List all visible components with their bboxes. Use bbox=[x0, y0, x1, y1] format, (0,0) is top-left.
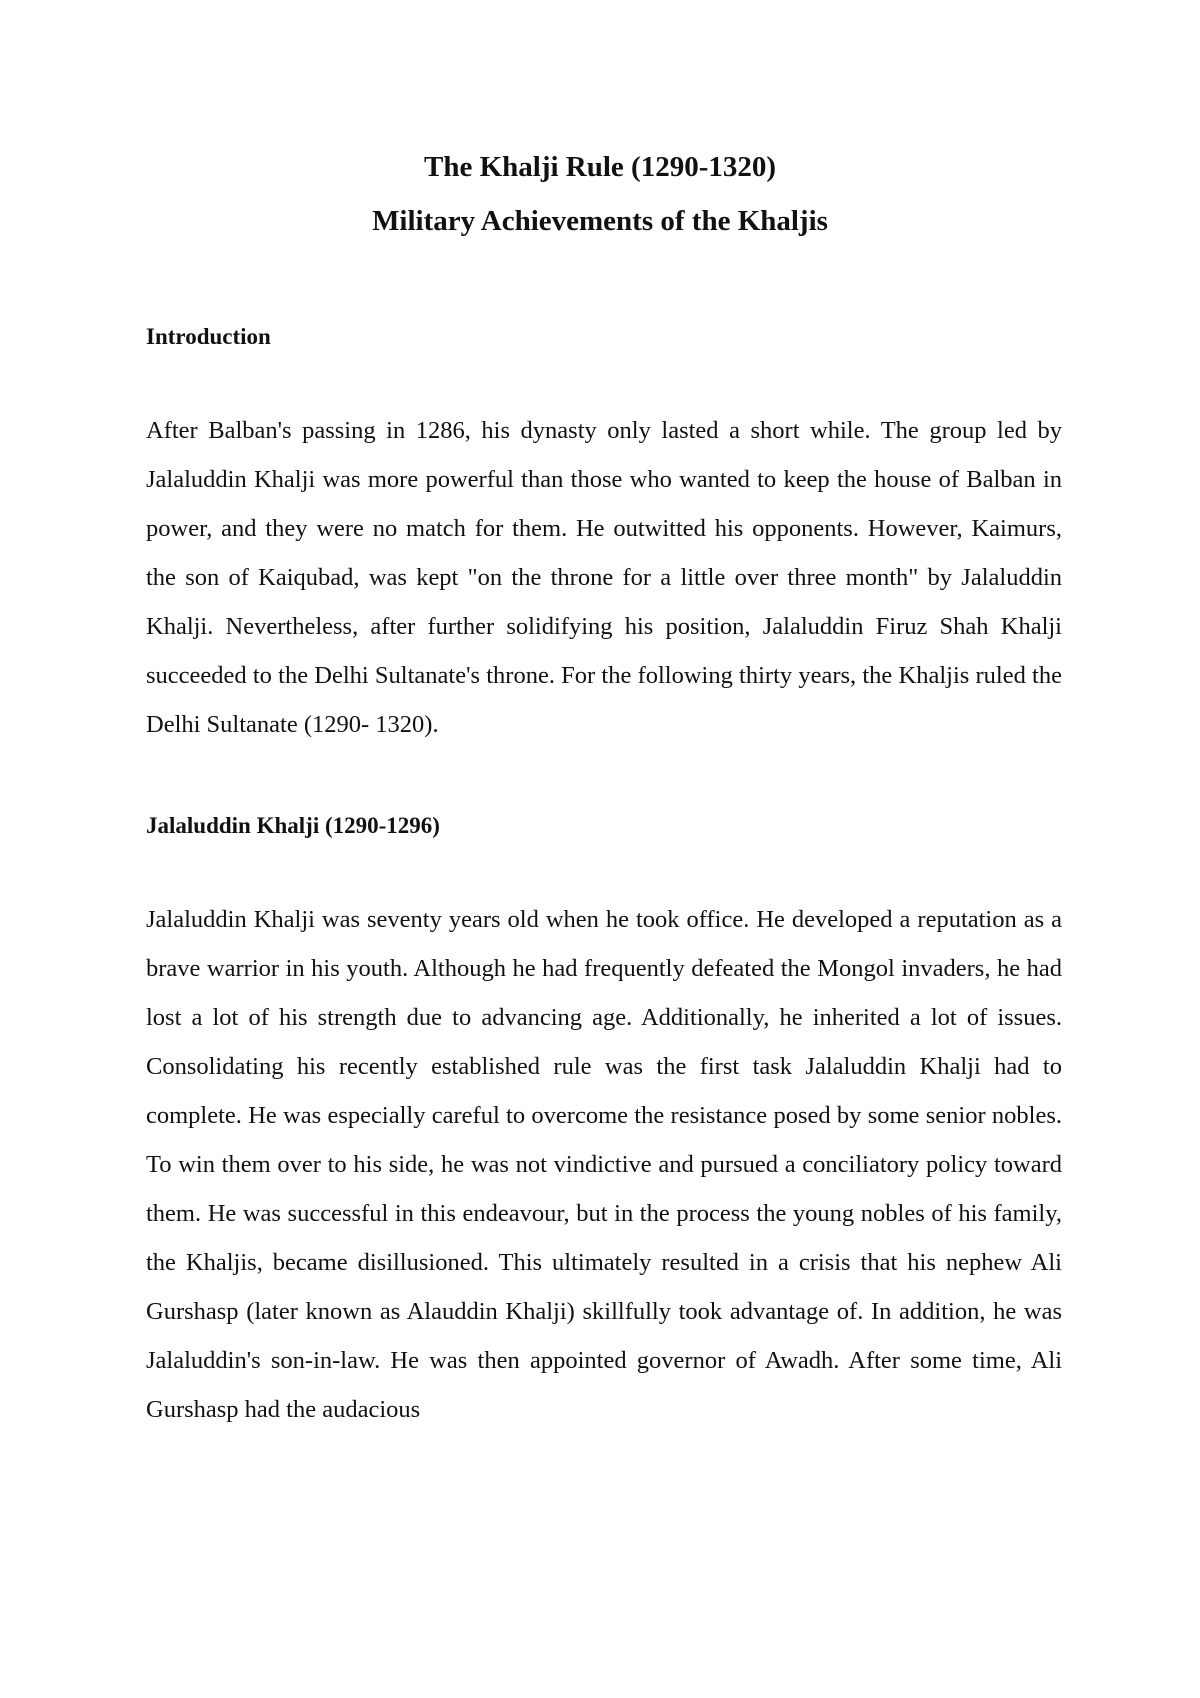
title-block bbox=[0, 140, 1200, 248]
section-paragraph-introduction: After Balban's passing in 1286, his dynasty only lasted a short while. The group led by Jalaluddin Khalji was more powerful than those who wanted to keep the house of Balban in power, and they were no match for them. He outwitted his opponents. However, Kaimurs, the son of Kaiqubad, was kept "on the throne for a little over three month" by Jalaluddin Khalji. Nevertheless, after further solidifying his position, Jalaluddin Firuz Shah Khalji succeeded to the Delhi Sultanate's throne. For the following thirty years, the Khaljis ruled the Delhi Sultanate (1290- 1320). bbox=[146, 417, 1062, 738]
section-paragraph-jalaluddin: Jalaluddin Khalji was seventy years old when he took office. He developed a reputation as a brave warrior in his youth. Although he had frequently defeated the Mongol invaders, he had lost a lot of his strength due to advancing age. Additionally, he inherited a lot of issues. Consolidating his recently established rule was the first task Jalaluddin Khalji had to complete. He was especially careful to overcome the resistance posed by some senior nobles. To win them over to his side, he was not vindictive and pursued a conciliatory policy toward them. He was successful in this endeavour, but in the process the young nobles of his family, the Khaljis, became disillusioned. This ultimately resulted in a crisis that his nephew Ali Gurshasp (later known as Alauddin Khalji) skillfully took advantage of. In addition, he was Jalaluddin's son-in-law. He was then appointed governor of Awadh. After some time, Ali Gurshasp had the audacious bbox=[146, 906, 1062, 1423]
document-subtitle: Military Achievements of the Khaljis bbox=[372, 205, 828, 237]
section-heading-jalaluddin: Jalaluddin Khalji (1290-1296) bbox=[146, 813, 440, 838]
spacer bbox=[146, 749, 1062, 811]
spacer bbox=[146, 352, 1062, 406]
document-body bbox=[146, 322, 1062, 1434]
section-heading-introduction: Introduction bbox=[146, 324, 271, 349]
spacer bbox=[146, 841, 1062, 895]
document-title: The Khalji Rule (1290-1320) bbox=[423, 151, 777, 183]
